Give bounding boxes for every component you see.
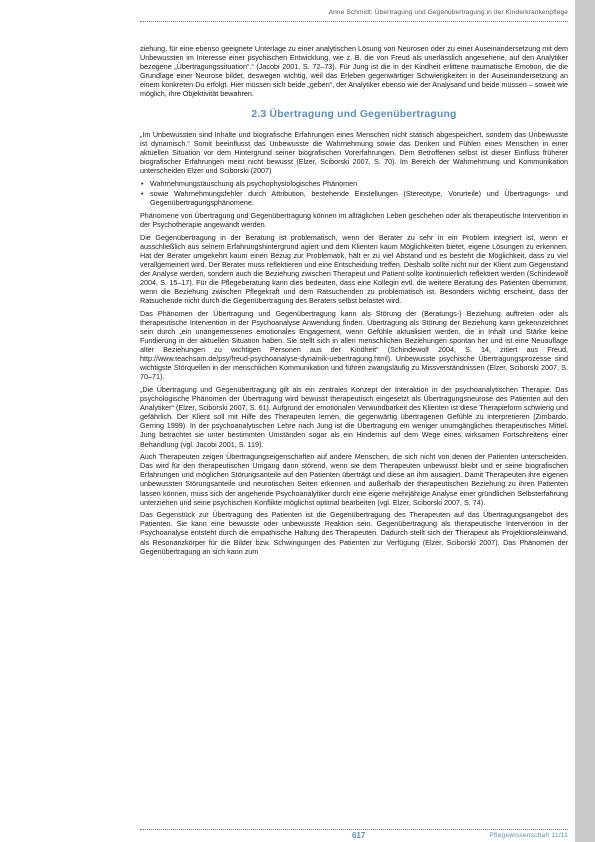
- intro-paragraph: ziehung, für eine ebenso geeignete Unterlage zu einer analytischen Lösung von Neurosen oder zu einer Auseinandersetzung mit dem Unbewussten im Interesse einer psychischen Entwicklung, wie z. B. die von Freud als unerlässlich angesehene, auf den Analytiker bezogene „Übertragungssituation“.“ (Jacobi 2001, S. 72–73). Für Jung ist die in der Kindheit erlittene traumatische Emotion, die die Grundlage einer Neurose bildet, deswegen wichtig, weil das Erleben gegenwärtiger Schwierigkeiten in der Auseinandersetzung an einem konkreten Du erfolgt. Hier müssen sich beide „geben“, der Analytiker ebenso wie der Analysand und beide müssen – soweit wie möglich, ihre Objektivität bewahren.: [140, 44, 568, 99]
- header-divider: [140, 21, 568, 22]
- body-paragraph: „Die Übertragung und Gegenübertragung gilt als ein zentrales Konzept der Interaktion in der psychoanalytischen Therapie. Das psychologische Phänomen der Übertragung wird bewusst therapeutisch eingesetzt als Übertragungsneurose des Patienten auf den Analytiker“ (Elzer, Sciborski 2007, S. 61). Aufgrund der emotionalen Verwundbarkeit des Klienten ist diese Therapieform schwierig und gefährlich. Der Klient soll mit Hilfe des Therapeuten lernen, die gegenwärtig übertragenen Gefühle zu interpretieren (Zimbardo, Gerring 1999). In der psychoanalytischen Lehre nach Jung ist die Übertragung ein weniger unumgängliches therapeutisches Mittel. Jung betrachtet sie unter bestimmten Umständen sogar als ein Hindernis auf dem Wege eines wirksamen Fortschreitens einer Behandlung (vgl. Jacobi 2001, S. 119).: [140, 385, 568, 449]
- running-head: Anne Schmidt: Übertragung und Gegenübertragung in der Kinderkrankenpflege: [328, 9, 568, 16]
- section-heading: 2.3 Übertragung und Gegenübertragung: [251, 108, 457, 120]
- margin-bar: [575, 0, 595, 842]
- section-paragraph: „Im Unbewussten sind Inhalte und biografische Erfahrungen eines Menschen nicht statisch abgespeichert, sondern das Unbewusste ist dynamisch.“ Somit beeinflusst das Unbewusste die Wahrnehmung sowie das Denken und Fühlen eines Menschen in einer aktuellen Situation vor dem Hintergrund seiner biografischen Vorerfahrungen. Dem Betroffenen selbst ist dieser Einfluss früherer biografischer Erfahrungen meist nicht bewusst (Elzer, Sciborski 2007, S. 70). Im Bereich der Wahrnehmung und Kommunikation unterscheiden Elzer und Sciborski (2007): [140, 129, 568, 175]
- body-paragraph: Das Phänomen der Übertragung und Gegenübertragung kann als Störung der (Beratungs-) Beziehung auftreten oder als therapeutische Intervention in der Psychoanalyse Anwendung finden. Übertragung als Störung der Beziehung kann gekennzeichnet sein durch „ein unangemessenes emotionales Engagement, wenn Gefühle aktualisiert werden, die in Inhalt und Stärke keine Fundierung in der aktuellen Situation haben. Sie stellt sich in allen menschlichen Beziehungen spontan her und ist eine Neuauflage alter Beziehungen zu wichtigen Personen aus der Kindheit“ (Schindewolf 2004, S. 14, zitiert aus Freud, http://www.teachsam.de/psy/freud-psychoanalyse-dynamik-uebertragung.html). Unbewusste psychische Übertragungsprozesse sind wichtigste Störquellen in der menschlichen Kommunikation und führen zwangsläufig zu Missverständnissen (Elzer, Sciborski 2007, S. 70–71).: [140, 308, 568, 382]
- bullet-icon: •: [141, 189, 144, 199]
- footer-divider: [140, 829, 568, 830]
- body-paragraph: Auch Therapeuten zeigen Übertragungseigenschaften auf andere Menschen, die sich nicht von denen der Patienten unterscheiden. Das wird für den therapeutischen Umgang dann störend, wenn sie dem Therapeuten unbewusst bleibt und er seine biografischen Erfahrungen und möglichen Störungsanteile auf den Patienten überträgt und diese an ihm ausagiert. Damit Therapeuten ihre eigenen unbewussten Störungsanteile und neurotischen Seiten erkennen und außerhalb der therapeutischen Beziehung zu ihren Patienten lassen können, muss sich der angehende Psychoanalytiker durch eine eigene mehrjährige Analyse einer gründlichen Selbsterfahrung unterziehen und seine psychischen Konflikte möglichst optimal bearbeiten (vgl. Elzer, Sciborski 2007, S. 74).: [140, 452, 568, 507]
- list-item-text: sowie Wahrnehmungsfehler durch Attribution, bestehende Einstellungen (Stereotype, Vorurteile) und Übertragungs- und Gegenübertragungsphänomene.: [150, 189, 568, 208]
- list-item: [140, 179, 568, 188]
- body-paragraph: Die Gegenübertragung in der Beratung ist problematisch, wenn der Berater zu sehr in ein Problem integriert ist, wenn er ausschließlich aus seinem Erfahrungshintergrund agiert und dem Klienten kaum Möglichkeiten bietet, eigene Lösungen zu erkennen. Hat der Berater umgekehrt kaum einen Bezug zur Problematik, hält er zu viel Abstand und es besteht die Möglichkeit, dass zu viel verallgemeinert wird. Der Berater muss reflektieren und eine Entscheidung treffen. Deshalb sollte nicht nur der Klient zum Gegenstand der Analyse werden, sondern auch die Beziehung zwischen Therapeut und Patient sollte kontinuierlich reflektiert werden (Schindewolf 2004, S. 15–17). Für die Pflegeberatung kann dies bedeuten, dass eine Kollegin evtl. die weitere Beratung des Patienten übernimmt, wenn die Beziehung zwischen Pflegekraft und dem Ratsuchenden zu problematisch ist. Besonders wichtig erscheint, dass der Ratsuchende nicht durch die Gegenübertragung des Beraters selbst belastet wird.: [140, 232, 568, 306]
- body-paragraph: Phänomene von Übertragung und Gegenübertragung können im alltäglichen Leben geschehen oder als therapeutische Intervention in der Psychotherapie angewandt werden.: [140, 210, 568, 229]
- bullet-icon: •: [141, 178, 144, 188]
- list-item: [140, 189, 568, 207]
- bullet-list: [140, 179, 568, 208]
- body-paragraph: Das Gegenstück zur Übertragung des Patienten ist die Gegenübertragung des Therapeuten auf das Übertragungsangebot des Patienten. Sie kann eine bewusste oder unbewusste Reaktion sein. Gegenübertragung als therapeutische Intervention in der Psychoanalyse entsteht durch die empathische Haltung des Therapeuten. Dadurch stellt sich der Therapeut als Projektionsleinwand, als Resonanzkörper für die Bilder bzw. Schwingungen des Patienten zur Verfügung (Elzer, Sciborski 2007). Das Phänomen der Gegenübertragung an sich kann zum: [140, 510, 568, 556]
- journal-name: Pflegewissenschaft 11/11: [489, 832, 568, 839]
- page-number: 617: [352, 831, 366, 840]
- article-body: [140, 44, 568, 559]
- list-item-text: Wahrnehmungstäuschung als psychophysiologisches Phänomen: [150, 178, 358, 188]
